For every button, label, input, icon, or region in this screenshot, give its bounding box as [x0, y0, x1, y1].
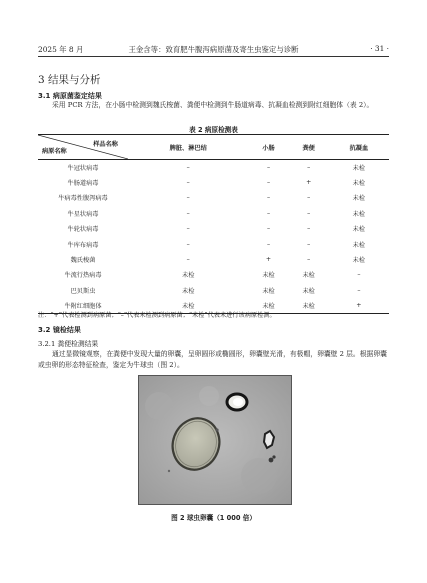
table-cell: –	[266, 194, 271, 202]
table-corner-cell	[38, 135, 128, 160]
header-title: 王金含等：致育肥牛腹泻病原菌及寄生虫鉴定与诊断	[128, 45, 299, 54]
table-cell: –	[307, 194, 311, 202]
table-cell: 未检	[182, 272, 195, 280]
figure-caption: 图 2 球虫卵囊（1 000 倍）	[171, 514, 256, 522]
subsubsection-heading-3-2-1: 3.2.1 粪便检测结果	[38, 340, 99, 348]
table-cell: –	[266, 240, 271, 248]
table-cell: –	[307, 163, 311, 171]
table-cell: –	[307, 240, 311, 248]
table-row	[38, 252, 389, 267]
column-header: 抗凝血	[329, 135, 389, 160]
corner-label-sample: 样品名称	[93, 141, 118, 148]
table-cell: –	[186, 209, 190, 217]
table-cell: –	[186, 240, 190, 248]
table-cell: +	[329, 298, 389, 313]
table-cell: 未检	[352, 210, 366, 218]
table-cell: –	[266, 179, 271, 187]
table-cell: –	[266, 209, 271, 217]
pathogen-table	[38, 134, 389, 314]
corner-label-pathogen: 病原名称	[42, 148, 67, 155]
row-label: 牛冠状病毒	[67, 164, 99, 172]
row-label: 牛病毒性腹泻病毒	[58, 195, 108, 203]
table-cell: –	[186, 163, 190, 171]
paragraph-3-1: 采用 PCR 方法，在小肠中检测到魏氏梭菌、粪便中检测到牛肠道病毒、抗凝血检测到附红细胞体（表 2）。	[52, 101, 374, 109]
table-row	[38, 283, 389, 298]
table-cell: –	[186, 194, 190, 202]
table-cell: –	[307, 209, 311, 217]
running-header	[38, 44, 389, 57]
table-cell: 未检	[289, 298, 329, 313]
micrograph-coccidia-oocyst	[138, 375, 292, 505]
table-header-row	[38, 135, 389, 160]
subsection-heading-3-1: 3.1 病原菌鉴定结果	[38, 92, 102, 100]
table-cell: –	[186, 179, 190, 187]
table-cell: –	[266, 225, 271, 233]
column-header: 粪便	[289, 135, 329, 160]
table-cell: 未检	[248, 298, 288, 313]
column-header: 脾脏、淋巴结	[128, 135, 248, 160]
table-cell: +	[306, 179, 312, 187]
row-label: 牛轮状病毒	[67, 226, 99, 234]
table-row	[38, 221, 389, 236]
table-cell: –	[307, 225, 311, 233]
row-label: 牛肠道病毒	[67, 180, 99, 188]
table-cell: 未检	[352, 257, 366, 265]
table-cell: 未检	[352, 195, 366, 203]
header-date: 2025 年 8 月	[38, 45, 84, 54]
micrograph-drawing	[139, 376, 291, 504]
row-label: 牛星状病毒	[67, 210, 99, 218]
header-page-number: · 31 ·	[370, 44, 389, 53]
table-row	[38, 267, 389, 282]
table-cell: –	[357, 286, 361, 294]
table-cell: 未检	[352, 180, 366, 188]
table-row	[38, 160, 389, 175]
row-label: 魏氏梭菌	[70, 257, 96, 265]
table-cell: –	[266, 163, 271, 171]
table-row	[38, 190, 389, 205]
section-heading: 3 结果与分析	[38, 74, 101, 86]
table-row	[38, 236, 389, 251]
table-cell: 未检	[182, 287, 195, 295]
table-cell: +	[265, 256, 272, 264]
row-label: 牛附红细胞体	[38, 298, 128, 313]
table-cell: –	[186, 256, 190, 264]
table-cell: 未检	[262, 287, 275, 295]
table-cell: 未检	[352, 241, 366, 249]
table-caption: 表 2 病原检测表	[189, 126, 238, 134]
table-note: 注：“+”代表检测到病原菌；“–”代表未检测到病原菌；“未检”代表未进行该病原检测。	[38, 312, 276, 319]
paragraph-3-2-1: 通过显微镜观察，在粪便中发现大量的卵囊，呈卵圆形或椭圆形，卵囊壁光滑，有极帽，卵囊壁 2 层。根据卵囊或虫卵的形态特征检查，鉴定为牛球虫（图 2）。	[38, 350, 387, 369]
subsection-heading-3-2: 3.2 镜检结果	[38, 326, 81, 334]
table-row	[38, 175, 389, 190]
table-cell: 未检	[128, 298, 248, 313]
row-label: 牛库布病毒	[67, 241, 99, 249]
table-cell: 未检	[302, 287, 315, 295]
table-row	[38, 206, 389, 221]
table-cell: –	[357, 271, 361, 279]
row-label: 巴贝斯虫	[70, 287, 96, 295]
table-cell: 未检	[352, 164, 366, 172]
row-label: 牛流行热病毒	[64, 272, 102, 280]
table-cell: 未检	[262, 272, 275, 280]
column-header: 小肠	[248, 135, 288, 160]
table-cell: 未检	[302, 272, 315, 280]
table-cell: –	[186, 225, 190, 233]
table-cell: –	[307, 256, 311, 264]
table-cell: 未检	[352, 226, 366, 234]
